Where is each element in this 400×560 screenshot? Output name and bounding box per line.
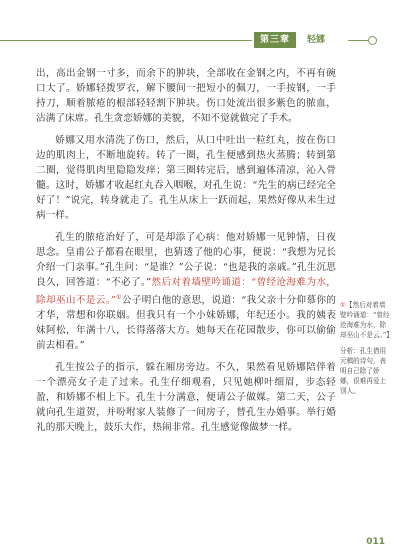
- footnote-ref: ①: [115, 294, 122, 301]
- page-number: 011: [366, 537, 385, 547]
- paragraph: 出，高出金钢一寸多，而余下的肿块，全部收在金钢之内，不再有碗口大了。娇娜轻拨罗衣，解下腰间一把短小的佩刀，一手按钢，一手持刀，顺着脓疮的根部轻轻割下肿块。伤口处流出很多紫色的脓血，沾满了床席。孔生贪恋娇娜的美貌，不知不觉就做完了手术。: [36, 68, 336, 124]
- margin-note: [340, 300, 392, 402]
- note-quote: [340, 300, 392, 340]
- highlighted-quote: 然后对着墙壁吟诵道：“曾经沧海难为水，除却巫山不是云。”: [36, 277, 337, 307]
- note-analysis: 分析：孔生借用元稹的诗句，表明自己除了娇娜，很难再爱上别人。: [340, 347, 387, 395]
- paragraph: 孔生按公子的指示，躲在厢房旁边。不久，果然看见娇娜陪伴着一个漂亮女子走了过来。孔生仔细观看，只见她柳叶细眉，步态轻盈，和娇娜不相上下。孔生十分满意，便请公子做媒。第二天，公子就向孔生道贺，并吩咐家人装修了一间房子，替孔生办婚事。举行婚礼的那天晚上，鼓乐大作，热闹非常。孔生感觉像做梦一样。: [36, 362, 336, 434]
- circle-ornament-icon: [368, 36, 377, 45]
- header-rule: [0, 40, 252, 41]
- header-rule-right: [348, 40, 368, 41]
- section-title: 轻娜: [307, 35, 326, 45]
- paragraph-with-quote: [36, 230, 336, 353]
- paragraph-text: 孔生的脓疮治好了，可是却添了心病：他对娇娜一见钟情，日夜思念。皇甫公子都看在眼里，也猜透了他的心事，便说：“我想为兄长介绍一门亲事。”孔生问：“是谁？”公子说：“也是我的亲戚。”孔生沉思良久，回答道：“不必了。”: [36, 232, 336, 288]
- chapter-tag: 第三章: [254, 32, 296, 48]
- page-header: [0, 0, 400, 58]
- note-quote-text: 【然后对着墙壁吟诵道：“曾经沧海难为水，除却巫山不是云。”】: [340, 301, 393, 339]
- paragraph: 娇娜又用水清洗了伤口，然后，从口中吐出一粒红丸，按在伤口边的肌肉上，不断地旋转。转了一圈，孔生便感到热火蒸腾；转到第二圈，觉得肌肉里隐隐发痒；第三圈转完后，感到遍体清凉，沁入骨髓。这时，娇娜才收起红丸吞入咽喉，对孔生说：“先生的病已经完全好了！”说完，转身就走了。孔生从床上一跃而起，果然好像从未生过病一样。: [36, 135, 336, 221]
- paragraph-text: 公子明白他的意思，说道：“我父亲十分仰慕你的才华，常想和你联姻。但我只有一个小妹娇娜，年纪还小。我的姨表妹阿松，年满十八，长得落落大方。她每天在花园散步，你可以偷偷前去相看。”: [36, 295, 336, 352]
- note-marker: ①: [340, 301, 346, 309]
- main-text: [36, 66, 336, 442]
